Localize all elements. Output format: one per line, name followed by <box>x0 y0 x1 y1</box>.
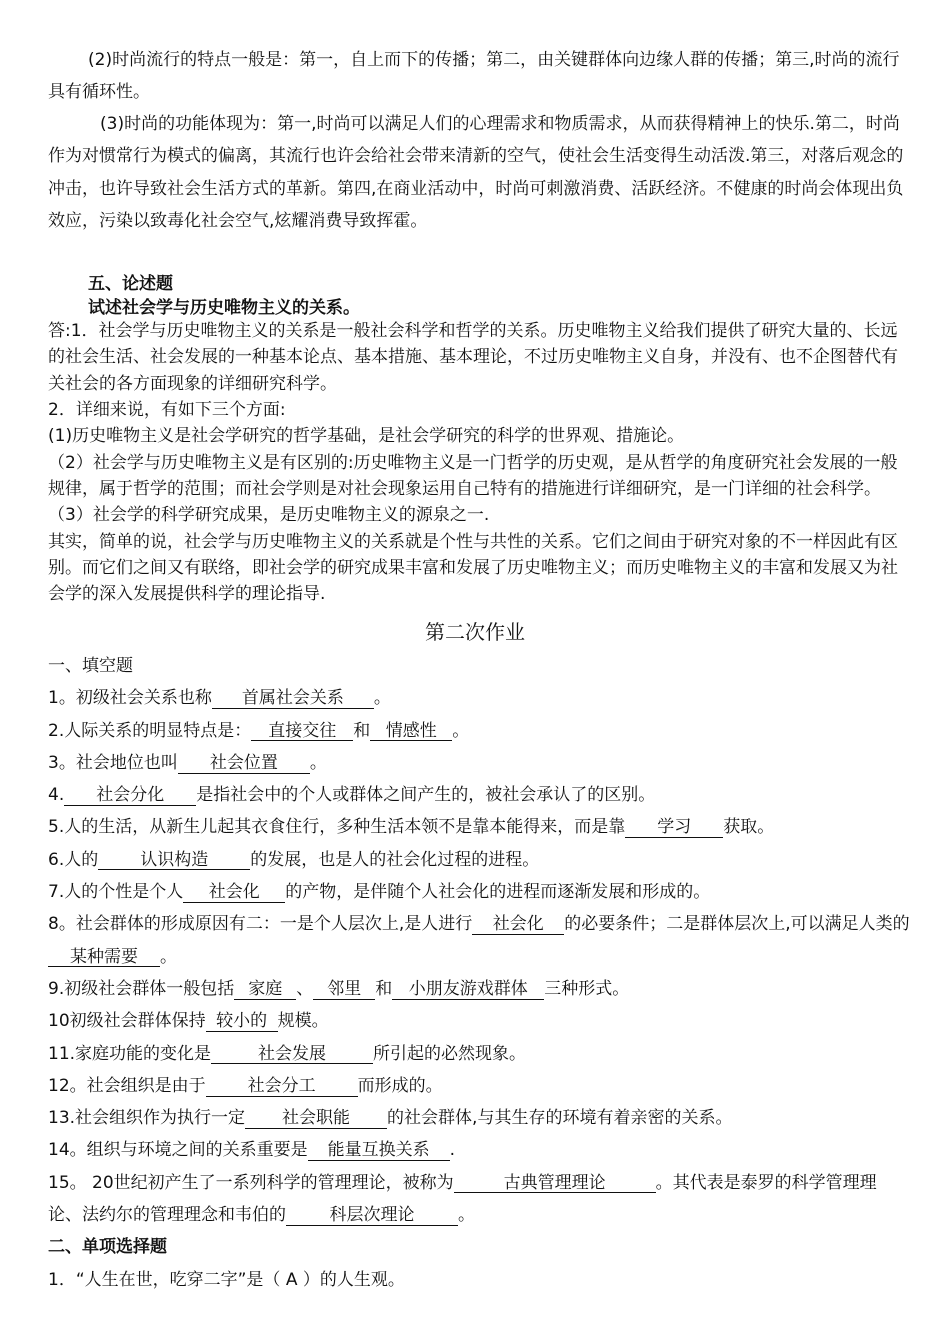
fill-question-8: 8。社会群体的形成原因有二：一是个人层次上,是人进行 社会化 的必要条件；二是群体层次上,可以满足人类的某种需要 。 <box>48 914 910 967</box>
answer-blank: 直接交往 <box>251 722 353 742</box>
answer-blank: 社会发展 <box>211 1045 373 1065</box>
answer-blank: 家庭 <box>234 980 296 1000</box>
answer-blank: 情感性 <box>370 722 452 742</box>
answer-blank: 社会分化 <box>64 786 196 806</box>
fill-question-11: 11.家庭功能的变化是 社会发展 所引起的必然现象。 <box>48 1043 527 1064</box>
assignment-title: 第二次作业 <box>425 620 525 644</box>
fill-question-13: 13.社会组织作为执行一定 社会职能 的社会群体,与其生存的环境有着亲密的关系。 <box>48 1108 733 1129</box>
fill-question-4: 4. 社会分化 是指社会中的个人或群体之间产生的，被社会承认了的区别。 <box>48 785 656 806</box>
fill-question-14: 14。组织与环境之间的关系重要是 能量互换关系 . <box>48 1140 456 1161</box>
answer-blank: 邻里 <box>313 980 375 1000</box>
answer-blank: 社会化 <box>183 883 285 903</box>
paragraph-fashion-features: (2)时尚流行的特点一般是：第一，自上而下的传播；第二，由关键群体向边缘人群的传播；第三,时尚的流行具有循环性。 <box>48 50 900 103</box>
answer-subpoint-2: （2）社会学与历史唯物主义是有区别的:历史唯物主义是一门哲学的历史观，是从哲学的角度研究社会发展的一般规律，属于哲学的范围；而社会学则是对社会现象运用自己特有的措施进行详细研究，是一门详细的社会科学。 <box>48 452 898 500</box>
fill-question-9: 9.初级社会群体一般包括 家庭 、 邻里 和 小朋友游戏群体 三种形式。 <box>48 978 630 999</box>
answer-blank: 首属社会关系 <box>212 689 374 709</box>
answer-subpoint-3: （3）社会学的科学研究成果，是历史唯物主义的源泉之一. <box>48 505 490 526</box>
answer-blank: 社会职能 <box>245 1109 387 1129</box>
answer-subpoint-1: (1)历史唯物主义是社会学研究的哲学基础，是社会学研究的科学的世界观、措施论。 <box>48 426 685 447</box>
answer-point-2: 2．详细来说，有如下三个方面: <box>48 400 286 421</box>
paragraph-fashion-functions: (3)时尚的功能体现为：第一,时尚可以满足人们的心理需求和物质需求，从而获得精神上的快乐.第二，时尚作为对惯常行为模式的偏离，其流行也许会给社会带来清新的空气，使社会生活变得生动活泼.第三，对落后观念的冲击，也许导致社会生活方式的革新。第四,在商业活动中，时尚可刺激消费、活跃经济。不健康的时尚会体现出负效应，污染以致毒化社会空气,炫耀消费导致挥霍。 <box>48 114 904 231</box>
answer-blank: 社会位置 <box>178 754 310 774</box>
answer-blank: 较小的 <box>206 1012 278 1032</box>
fill-question-5: 5.人的生活，从新生儿起其衣食住行，多种生活本领不是靠本能得来，而是靠 学习 获取。 <box>48 817 775 838</box>
answer-blank: 学习 <box>625 818 723 838</box>
fill-question-2: 2.人际关系的明显特点是： 直接交往 和 情感性 。 <box>48 720 470 741</box>
essay-answer <box>48 318 910 608</box>
answer-blank: 社会分工 <box>206 1077 358 1097</box>
answer-blank: 某种需要 <box>48 948 160 968</box>
answer-blank: 古典管理理论 <box>454 1174 656 1194</box>
fill-question-3: 3。社会地位也叫 社会位置 。 <box>48 752 327 773</box>
fill-in-section <box>48 650 910 1296</box>
fill-question-7: 7.人的个性是个人 社会化 的产物，是伴随个人社会化的进程而逐渐发展和形成的。 <box>48 882 711 903</box>
fill-question-10: 10初级社会群体保持 较小的 规模。 <box>48 1011 329 1032</box>
answer-conclusion: 其实，简单的说，社会学与历史唯物主义的关系就是个性与共性的关系。它们之间由于研究对象的不一样因此有区别。而它们之间又有联络，即社会学的研究成果丰富和发展了历史唯物主义；而历史唯物主义的丰富和发展又为社会学的深入发展提供科学的理论指导. <box>48 531 898 605</box>
fill-question-6: 6.人的 认识构造 的发展，也是人的社会化过程的进程。 <box>48 849 540 870</box>
section-heading-essay: 五、论述题 <box>88 274 173 294</box>
answer-blank: 小朋友游戏群体 <box>392 980 544 1000</box>
answer-blank: 科层次理论 <box>286 1206 458 1226</box>
answer-point-1: 答:1．社会学与历史唯物主义的关系是一般社会科学和哲学的关系。历史唯物主义给我们提供了研究大量的、长远的社会生活、社会发展的一种基本论点、基本措施、基本理论，不过历史唯物主义自身，并没有、也不企图替代有关社会的各方面现象的详细研究科学。 <box>48 321 898 394</box>
section-heading-fill: 一、填空题 <box>48 656 133 676</box>
fill-question-1: 1。初级社会关系也称 首属社会关系 。 <box>48 688 391 709</box>
essay-question: 试述社会学与历史唯物主义的关系。 <box>88 298 360 318</box>
answer-blank: 能量互换关系 <box>308 1141 450 1161</box>
section-heading-choice: 二、单项选择题 <box>48 1237 167 1258</box>
fill-question-12: 12。社会组织是由于 社会分工 而形成的。 <box>48 1075 443 1096</box>
fill-question-15: 15。 20世纪初产生了一系列科学的管理理论，被称为 古典管理理论 。其代表是泰罗的科学管理理论、法约尔的管理理念和韦伯的 科层次理论 。 <box>48 1172 877 1226</box>
answer-blank: 社会化 <box>472 915 564 935</box>
answer-blank: 认识构造 <box>98 851 250 871</box>
choice-question-1: 1．“人生在世，吃穿二字”是（ A ）的人生观。 <box>48 1269 405 1290</box>
